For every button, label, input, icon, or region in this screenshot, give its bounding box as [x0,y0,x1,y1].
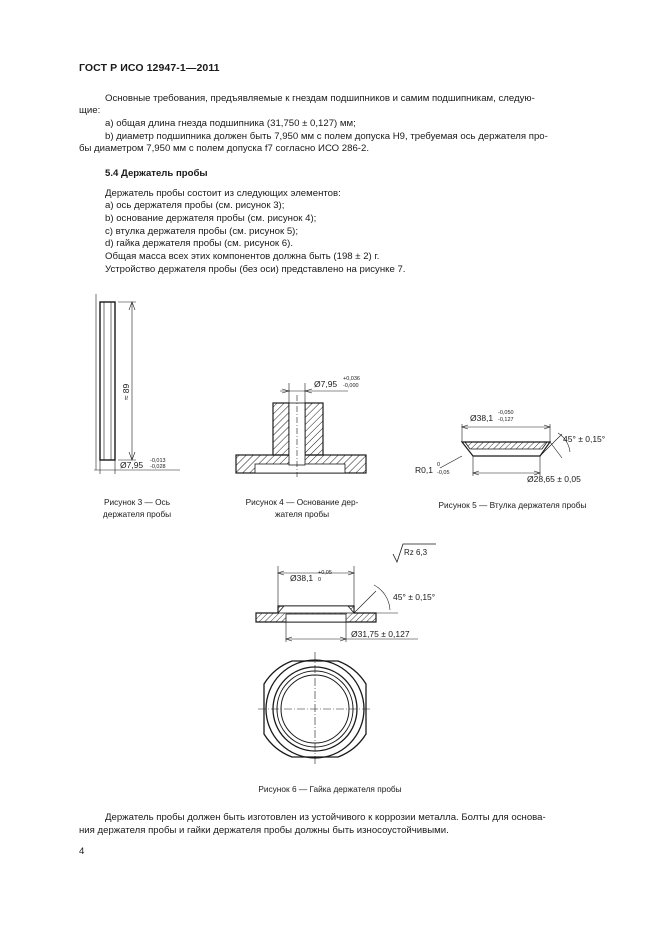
document-header: ГОСТ Р ИСО 12947-1—2011 [79,62,220,74]
section-line: Держатель пробы состоит из следующих элементов: [105,188,341,199]
intro-line-2: щие: [79,105,101,116]
fig5-top-diameter-label: Ø38,1 [470,413,494,423]
page-number: 4 [79,846,85,857]
figure-3-caption-line-2: держателя пробы [102,509,172,519]
figure-4-drawing [230,365,370,480]
fig6-top-tol-lower: 0 [318,577,322,583]
fig5-bottom-diameter-label: Ø28,65 ± 0,05 [527,474,581,484]
section-line: d) гайка держателя пробы (см. рисунок 6). [105,238,293,249]
fig3-length-label: ≈ 89 [121,383,131,401]
fig3-tol-upper: -0,013 [150,458,166,464]
section-line: b) основание держателя пробы (см. рисунок 4); [105,213,317,224]
figure-6-drawing [250,540,480,772]
fig4-tol-lower: -0,000 [343,383,359,389]
section-line: a) ось держателя пробы (см. рисунок 3); [105,200,285,211]
fig5-radius-label: R0,1 [415,465,433,475]
fig6-roughness-label: Rz 6,3 [404,548,428,557]
fig6-angle-label: 45° ± 0,15° [393,592,436,602]
intro-item-b-line-2: бы диаметром 7,950 мм с полем допуска f7 согласно ИСО 286-2. [79,143,369,154]
fig6-top-tol-upper: +0,05 [318,570,332,576]
fig6-top-diameter-label: Ø38,1 [290,573,314,583]
intro-item-b-line-1: b) диаметр подшипника должен быть 7,950 мм с полем допуска H9, требуемая ось держателя про- [105,131,548,142]
figure-5-caption: Рисунок 5 — Втулка держателя пробы [438,500,587,510]
figure-4-caption-line-1: Рисунок 4 — Основание дер- [245,497,359,507]
section-line: Устройство держателя пробы (без оси) представлено на рисунке 7. [105,264,406,275]
figure-3-drawing [80,290,190,480]
intro-item-a: a) общая длина гнезда подшипника (31,750 ± 0,127) мм; [105,118,356,129]
section-heading: 5.4 Держатель пробы [105,168,208,179]
figure-4-caption-line-2: жателя пробы [274,509,330,519]
fig4-tol-upper: +0,036 [343,376,360,382]
fig6-bottom-diameter-label: Ø31,75 ± 0,127 [351,629,410,639]
figure-6-caption: Рисунок 6 — Гайка держателя пробы [258,784,402,794]
closing-line-2: ния держателя пробы и гайки держателя пробы должны быть износоустойчивыми. [79,825,449,836]
fig4-diameter-label: Ø7,95 [314,379,338,389]
section-line: Общая масса всех этих компонентов должна быть (198 ± 2) г. [105,251,380,262]
fig5-radius-lower: -0,05 [437,470,450,476]
figure-5-drawing [410,402,630,488]
intro-line-1: Основные требования, предъявляемые к гнездам подшипников и самим подшипникам, следую- [105,93,535,104]
closing-line-1: Держатель пробы должен быть изготовлен из устойчивого к коррозии металла. Болты для основа- [105,812,546,823]
fig5-radius-upper: 0 [437,462,441,468]
fig5-angle-label: 45° ± 0,15° [563,434,606,444]
section-line: c) втулка держателя пробы (см. рисунок 5); [105,226,299,237]
figure-3-caption-line-1: Рисунок 3 — Ось [103,497,171,507]
fig3-tol-lower: -0,028 [150,464,166,470]
fig5-top-tol-lower: -0,127 [498,417,514,423]
fig3-diameter-label: Ø7,95 [120,460,144,470]
fig5-top-tol-upper: -0,050 [498,410,514,416]
